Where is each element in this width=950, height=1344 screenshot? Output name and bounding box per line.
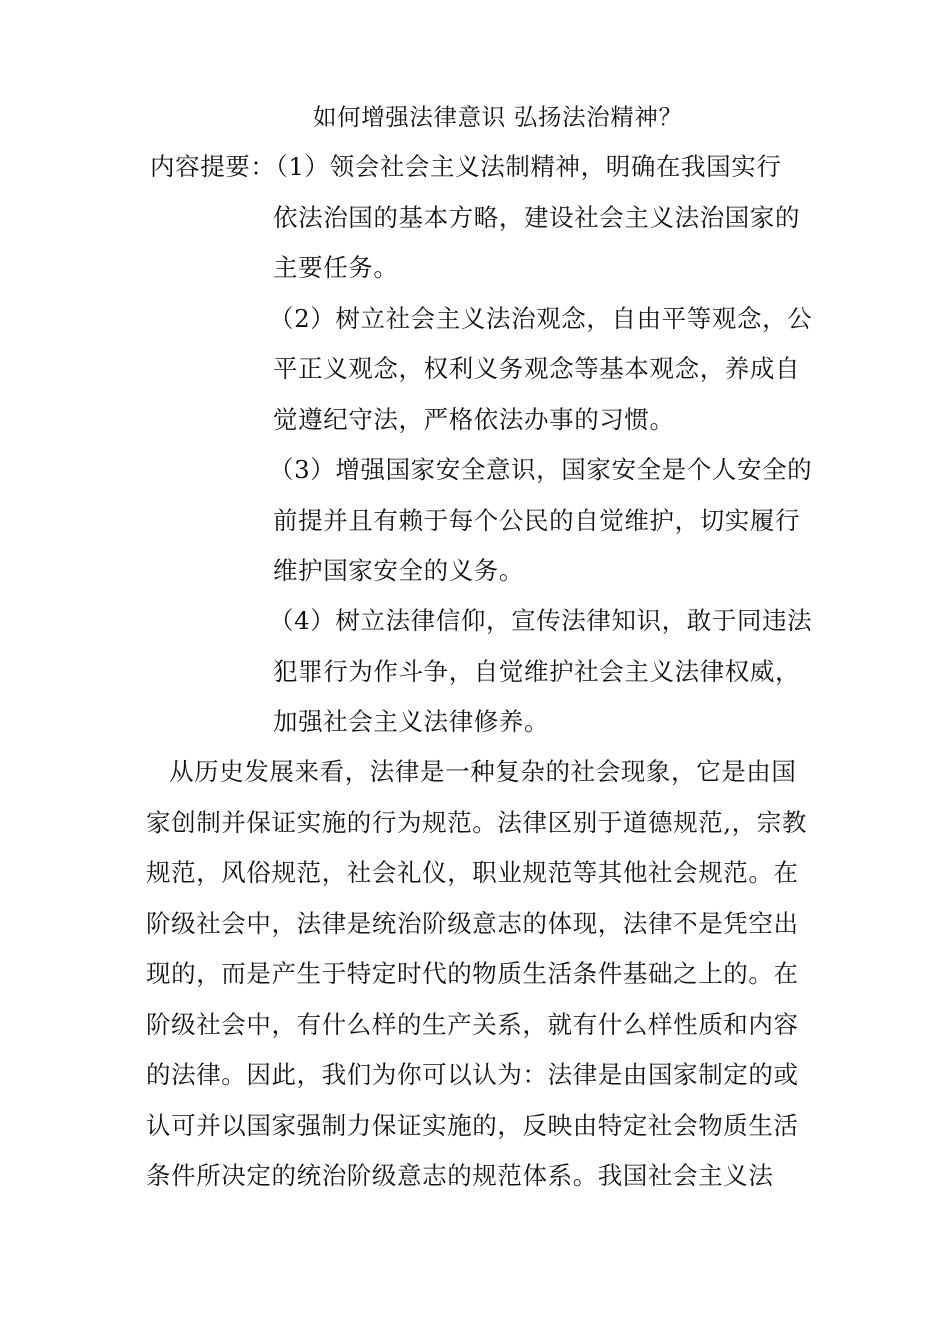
summary-line: 维护国家安全的义务。 <box>273 556 524 585</box>
summary-line: 前提并且有赖于每个公民的自觉维护，切实履行 <box>273 506 801 535</box>
summary-line: 主要任务。 <box>273 253 399 282</box>
summary-line: 加强社会主义法律修养。 <box>273 707 550 736</box>
body-line: 阶级社会中，法律是统治阶级意志的体现，法律不是凭空出 <box>146 909 799 938</box>
summary-line: （4）树立法律信仰，宣传法律知识，敢于同违法 <box>269 606 813 635</box>
body-line: 认可并以国家强制力保证实施的，反映由特定社会物质生活 <box>146 1111 799 1140</box>
summary-line: 平正义观念，权利义务观念等基本观念，养成自 <box>273 354 801 383</box>
summary-line: 犯罪行为作斗争，自觉维护社会主义法律权威， <box>273 657 801 686</box>
body-line: 的法律。因此，我们为你可以认为：法律是由国家制定的或 <box>146 1060 799 1089</box>
body-line: 条件所决定的统治阶级意志的规范体系。我国社会主义法 <box>146 1161 774 1190</box>
body-line: 现的，而是产生于特定时代的物质生活条件基础之上的。在 <box>146 959 799 988</box>
body-line: 阶级社会中，有什么样的生产关系，就有什么样性质和内容 <box>146 1010 799 1039</box>
document-title: 如何增强法律意识 弘扬法治精神？ <box>313 103 683 131</box>
summary-line: （3）增强国家安全意识，国家安全是个人安全的 <box>269 455 813 484</box>
summary-line: （2）树立社会主义法治观念，自由平等观念，公 <box>269 304 813 333</box>
body-line: 从历史发展来看，法律是一种复杂的社会现象，它是由国 <box>169 757 797 786</box>
body-line: 家创制并保证实施的行为规范。法律区别于道德规范,，宗教 <box>146 808 807 837</box>
body-line: 规范，风俗规范，社会礼仪，职业规范等其他社会规范。在 <box>146 858 799 887</box>
summary-first-line: 内容提要：（1）领会社会主义法制精神，明确在我国实行 <box>150 152 782 181</box>
summary-line: 觉遵纪守法，严格依法办事的习惯。 <box>273 405 675 434</box>
summary-line: 依法治国的基本方略，建设社会主义法治国家的 <box>273 203 801 232</box>
